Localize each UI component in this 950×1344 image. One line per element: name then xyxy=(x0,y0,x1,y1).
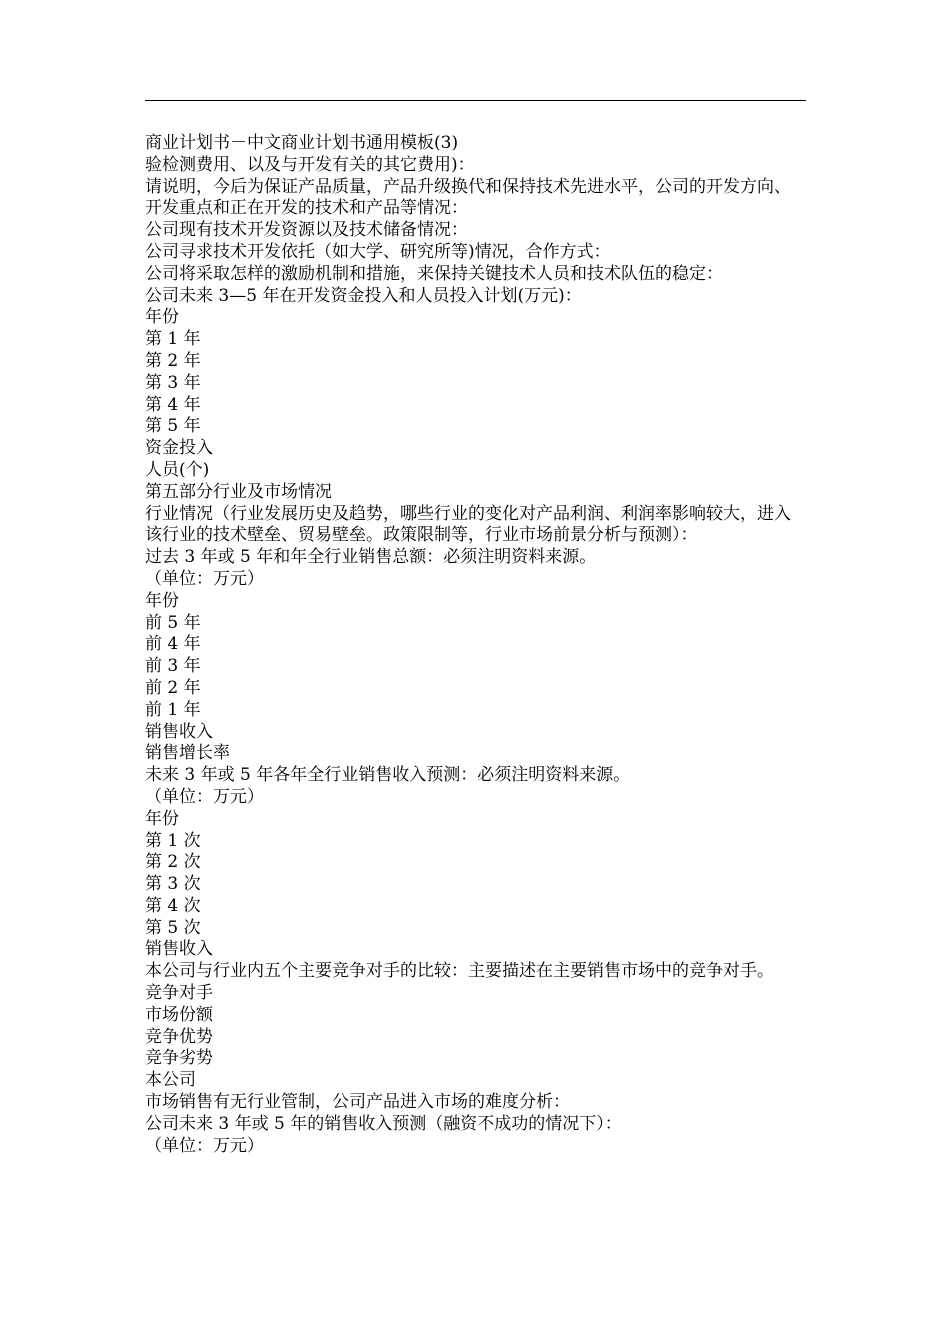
document-body xyxy=(145,133,807,1157)
text-line: 第 2 年 xyxy=(145,350,201,371)
text-line: 第 3 年 xyxy=(145,372,201,393)
text-line: 行业情况（行业发展历史及趋势，哪些行业的变化对产品利润、利润率影响较大，进入该行业的技术壁垒、贸易壁垒。政策限制等，行业市场前景分析与预测）： xyxy=(145,503,791,546)
text-line: 本公司 xyxy=(145,1070,196,1091)
text-line: 前 3 年 xyxy=(145,656,201,677)
text-line: 销售收入 xyxy=(145,721,213,742)
text-line: 第 4 年 xyxy=(145,394,201,415)
text-line: 前 1 年 xyxy=(145,699,201,720)
text-line: 第 4 次 xyxy=(145,895,201,916)
text-line: 第 1 次 xyxy=(145,830,201,851)
text-line: 公司未来 3 年或 5 年的销售收入预测（融资不成功的情况下）： xyxy=(145,1113,622,1134)
text-line: 公司将采取怎样的激励机制和措施，来保持关键技术人员和技术队伍的稳定： xyxy=(145,263,723,284)
text-line: 第 5 次 xyxy=(145,917,201,938)
text-line: 第 2 次 xyxy=(145,852,201,873)
text-line: 年份 xyxy=(145,590,179,611)
text-line: （单位：万元） xyxy=(145,568,264,589)
text-line: 前 4 年 xyxy=(145,634,201,655)
text-line: 第 5 年 xyxy=(145,416,201,437)
text-line: （单位：万元） xyxy=(145,1135,264,1156)
text-line: 公司寻求技术开发依托（如大学、研究所等)情况，合作方式： xyxy=(145,241,611,262)
text-line: 年份 xyxy=(145,808,179,829)
text-line: 本公司与行业内五个主要竞争对手的比较：主要描述在主要销售市场中的竞争对手。 xyxy=(145,961,774,982)
text-line: 前 2 年 xyxy=(145,677,201,698)
text-line: 过去 3 年或 5 年和年全行业销售总额：必须注明资料来源。 xyxy=(145,547,597,568)
text-line: 验检测费用、以及与开发有关的其它费用)： xyxy=(145,154,475,175)
text-line: 第 1 年 xyxy=(145,329,201,350)
text-line: 销售收入 xyxy=(145,939,213,960)
text-line: 资金投入 xyxy=(145,438,213,459)
text-line: 竞争劣势 xyxy=(145,1048,213,1069)
text-line: 前 5 年 xyxy=(145,612,201,633)
text-line: 公司现有技术开发资源以及技术储备情况： xyxy=(145,220,468,241)
text-line: 销售增长率 xyxy=(145,743,230,764)
text-line: （单位：万元） xyxy=(145,786,264,807)
text-line: 竞争优势 xyxy=(145,1026,213,1047)
text-line: 竞争对手 xyxy=(145,983,213,1004)
text-line: 人员(个) xyxy=(145,459,210,480)
text-line: 商业计划书－中文商业计划书通用模板(3) xyxy=(145,133,459,153)
text-line: 公司未来 3—5 年在开发资金投入和人员投入计划(万元)： xyxy=(145,285,582,306)
text-line: 年份 xyxy=(145,307,179,328)
text-line: 第五部分行业及市场情况 xyxy=(145,481,332,502)
text-line: 第 3 次 xyxy=(145,874,201,895)
text-line: 市场销售有无行业管制，公司产品进入市场的难度分析： xyxy=(145,1092,570,1113)
text-line: 未来 3 年或 5 年各年全行业销售收入预测：必须注明资料来源。 xyxy=(145,765,631,786)
text-line: 请说明，今后为保证产品质量，产品升级换代和保持技术先进水平，公司的开发方向、开发重点和正在开发的技术和产品等情况： xyxy=(145,176,791,219)
header-rule xyxy=(145,100,806,101)
text-line: 市场份额 xyxy=(145,1004,213,1025)
